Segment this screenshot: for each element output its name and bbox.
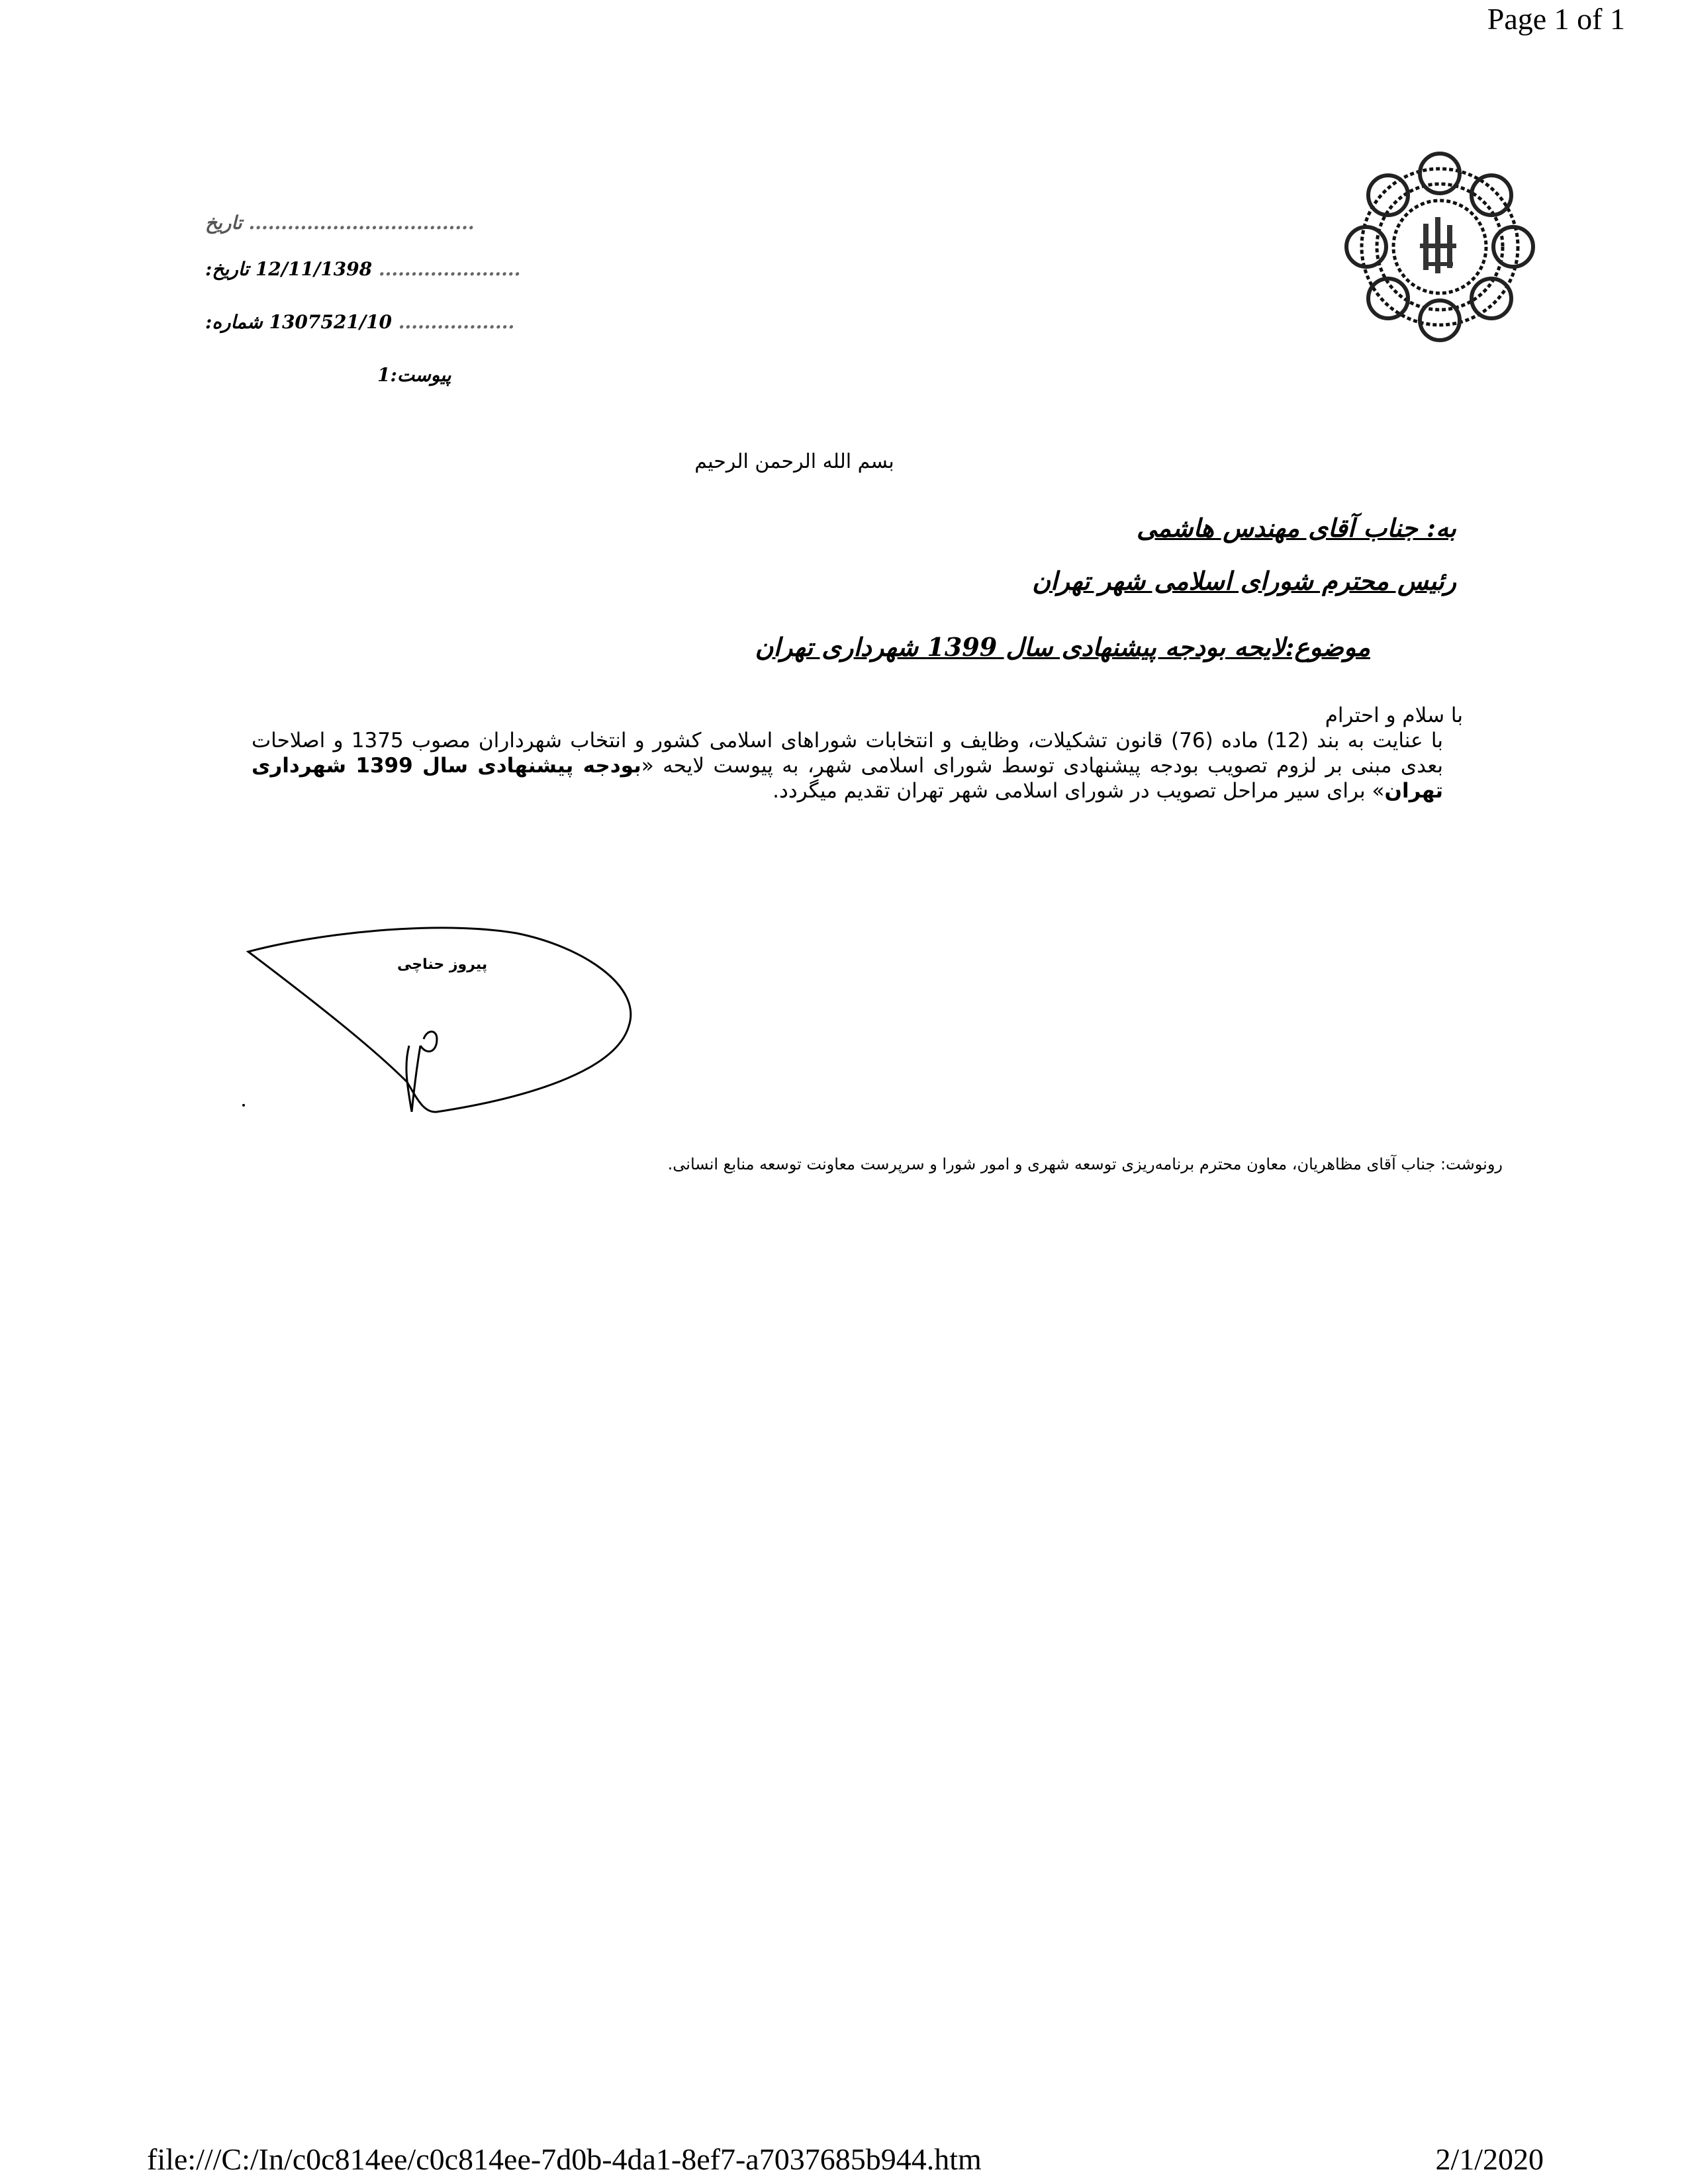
body-part1: با عنایت به بند (12) ماده (76) قانون تشکیلات، وظایف و انتخابات شوراهای اسلامی کشور و انتخاب شهرداران مصوب 1375 و اصلاحات بعدی مبنی بر لزوم تصویب بودجه پیشنهادی توسط شورای اسلامی شهر، به پیوست لایحه « (252, 729, 1444, 778)
attachment-row (377, 364, 451, 386)
date-dotted-line: ................................... (248, 212, 475, 234)
footer-date: 2/1/2020 (1435, 2142, 1544, 2176)
number-label: شماره: (205, 311, 263, 333)
body-bold: بودجه پیشنهادی سال 1399 شهرداری تهران (252, 754, 1443, 803)
attachment-label: پیوست: (390, 364, 451, 386)
body-paragraph (252, 728, 1463, 803)
recipient-title: رئیس محترم شورای اسلامی شهر تهران (1032, 566, 1456, 596)
letter-body (252, 703, 1463, 803)
number-value: 1307521/10 (269, 311, 393, 333)
date-value: 12/11/1398 (255, 258, 373, 280)
recipient-line: به: جناب آقای مهندس هاشمی (1136, 513, 1456, 543)
greeting: با سلام و احترام (1325, 704, 1463, 727)
date-row (205, 258, 520, 280)
signature (238, 913, 649, 1125)
attachment-value: 1 (377, 364, 391, 386)
date-label-row (205, 212, 475, 234)
body-part2: » برای سیر مراحل تصویب در شورای اسلامی شهر تهران تقدیم میگردد. (773, 779, 1385, 803)
date-label-top: تاریخ (205, 212, 242, 234)
signer-name: پیروز حناچی (397, 956, 488, 973)
footer-file-path: file:///C:/In/c0c814ee/c0c814ee-7d0b-4da1-8ef7-a7037685b944.htm (147, 2142, 982, 2176)
carbon-copy: رونوشت: جناب آقای مظاهریان، معاون محترم برنامه‌ریزی توسعه شهری و امور شورا و سرپرست معاونت توسعه منابع انسانی. (667, 1155, 1503, 1173)
number-dots: .................. (398, 311, 515, 333)
bismillah: بسم الله الرحمن الرحیم (694, 450, 894, 473)
page-indicator: Page 1 of 1 (1487, 2, 1625, 36)
subject-line: موضوع:لایحه بودجه پیشنهادی سال 1399 شهرداری تهران (755, 632, 1370, 662)
municipality-logo (1331, 151, 1549, 343)
number-row (205, 311, 514, 333)
date-dots: ...................... (378, 258, 521, 280)
date-label: تاریخ: (205, 258, 250, 280)
